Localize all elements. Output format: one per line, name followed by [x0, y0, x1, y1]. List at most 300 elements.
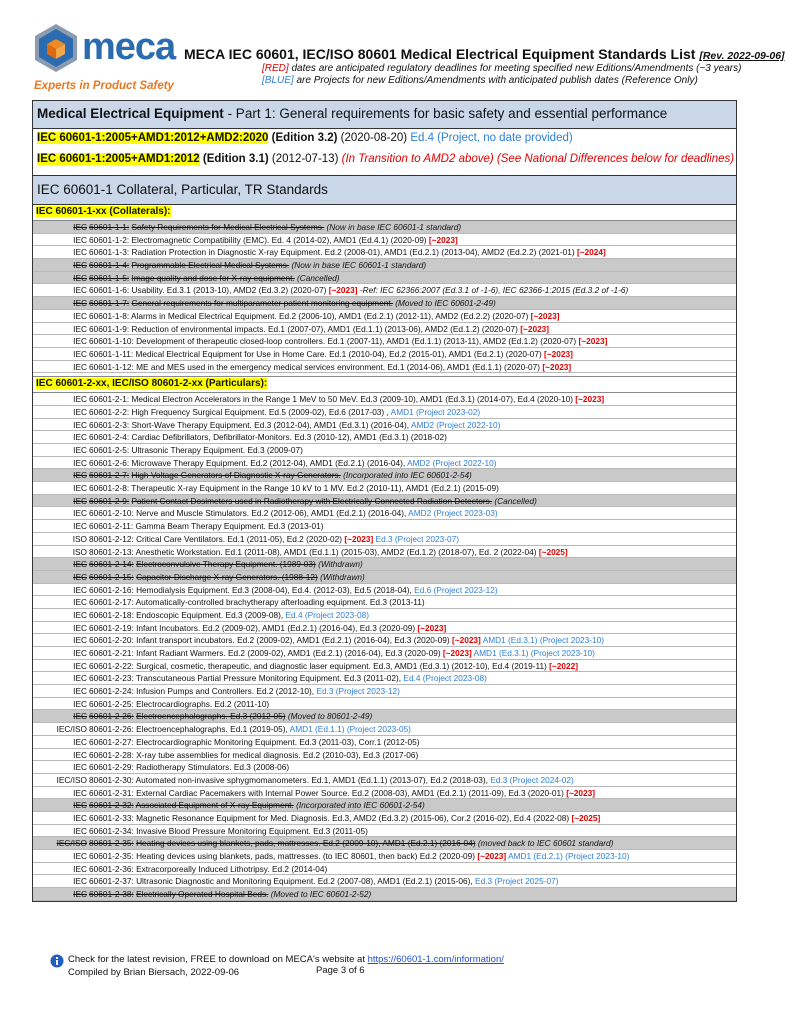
project-note: AMD1 (Ed.3.1) (Project 2023-10) — [482, 635, 604, 646]
standard-number: 60601-2-4: — [89, 432, 130, 443]
standard-description: General requirements for multiparameter patient monitoring equipment. — [131, 298, 393, 309]
standard-description: Automated non-invasive sphygmomanometers. Ed.1, AMD1 (Ed.1.1) (2013-07), Ed.2 (2018-03), — [135, 774, 488, 785]
standard-description: Magnetic Resonance Equipment for Med. Diagnosis. Ed.3, AMD2 (Ed.3.2) (2015-06), Cor.2 (2016-02), Ed.4 (2022-08) — [136, 812, 570, 823]
standard-number: 60601-1-9: — [89, 323, 130, 334]
standard-row — [33, 419, 736, 432]
standard-org: IEC — [73, 673, 87, 684]
project-note: AMD2 (Project 2022-10) — [407, 457, 497, 468]
standard-details — [89, 348, 573, 361]
page-title — [184, 46, 785, 62]
standard-org: IEC — [73, 571, 87, 582]
withdrawn-standard-row — [33, 469, 736, 482]
standard-description: Usability. Ed.3.1 (2013-10), AMD2 (Ed.3.2) (2020-07) — [131, 285, 327, 296]
standard-org: IEC/ISO — [56, 724, 87, 735]
standard-row — [33, 774, 736, 787]
standard-org: IEC — [73, 876, 87, 887]
standard-description: Electroencephalographs. Ed.1 (2019-05), — [136, 724, 288, 735]
standard-number: 60601-1-1: — [89, 222, 130, 232]
standard-org: IEC — [73, 584, 87, 595]
standard-row — [33, 660, 736, 673]
standard-description: Ultrasonic Therapy Equipment. Ed.3 (2009-07) — [131, 445, 303, 455]
standard-number: 60601-2-5: — [89, 445, 130, 455]
standard-number: 60601-2-32: — [89, 800, 134, 811]
withdrawn-standard-row — [33, 710, 736, 723]
standard-org: IEC — [73, 812, 87, 823]
transition-note: (In Transition to AMD2 above) (See National Differences below for deadlines) — [341, 153, 735, 165]
standard-description: Electrically Operated Hospital Beds. — [136, 889, 269, 900]
title-text: MECA IEC 60601, IEC/ISO 80601 Medical Electrical Equipment Standards List — [184, 46, 696, 62]
standard-details — [89, 457, 497, 470]
deadline-badge: [~2023] — [566, 787, 596, 798]
standard-number: 80601-2-12: — [89, 533, 134, 544]
standard-description: Electromagnetic Compatibility (EMC). Ed. 4 (2014-02), AMD1 (Ed.4.1) (2020-09) — [131, 234, 427, 245]
standard-org: IEC — [73, 470, 87, 481]
standard-details — [89, 672, 487, 685]
project-note: AMD2 (Project 2022-10) — [410, 419, 501, 430]
standard-org: IEC — [73, 323, 87, 334]
standard-number: 60601-2-20: — [89, 635, 134, 646]
red-note-text: dates are anticipated regulatory deadlines for meeting specified new Editions/Amendments (~3 years) — [288, 63, 742, 74]
standard-row — [33, 431, 736, 444]
standard-org: IEC — [73, 521, 87, 532]
standard-number: 60601-1-11: — [89, 348, 134, 359]
standard-description: Ultrasonic Diagnostic and Monitoring Equipment. Ed.2 (2007-08), AMD1 (Ed.2.1) (2015-06), — [136, 876, 473, 887]
standard-description: Radiotherapy Stimulators. Ed.3 (2008-06) — [136, 762, 290, 773]
deadline-badge: [~2022] — [549, 660, 578, 671]
standard-number: 60601-1-6: — [89, 285, 130, 296]
standard-org: IEC — [73, 851, 87, 861]
standard-org: IEC/ISO — [56, 774, 87, 785]
standard-row — [33, 736, 736, 749]
standard-description: High Frequency Surgical Equipment. Ed.5 (2009-02), Ed.6 (2017-03) , — [131, 406, 389, 417]
status-note: (Cancelled) — [297, 272, 340, 283]
standard-number: 60601-2-27: — [89, 736, 134, 747]
standard-details — [89, 837, 613, 850]
standards-table — [32, 100, 737, 902]
standard-number: 60601-2-25: — [89, 698, 134, 709]
standard-details — [89, 431, 447, 444]
standard-org: IEC — [73, 660, 87, 671]
standard-number: 60601-1-8: — [89, 310, 130, 321]
standard-number: 60601-2-16: — [89, 584, 134, 595]
standard-org: IEC — [73, 889, 87, 900]
standard-details — [89, 297, 496, 310]
deadline-badge: [~2023] — [544, 348, 573, 359]
standard-row — [33, 850, 736, 863]
standard-details — [89, 335, 607, 348]
standard-details — [89, 622, 446, 635]
collaterals-group-text: IEC 60601-1-xx (Collaterals): — [36, 206, 171, 217]
standard-row — [33, 284, 736, 297]
project-note: AMD1 (Ed.1.1) (Project 2023-05) — [289, 724, 411, 735]
standard-details — [89, 284, 628, 297]
standard-description: Microwave Therapy Equipment. Ed.2 (2012-04), AMD1 (Ed.2.1) (2016-04), — [131, 457, 406, 468]
project-note: Ed.3 (Project 2023-12) — [316, 686, 400, 697]
status-note: (Incorporated into IEC 60601-2-54) — [343, 470, 472, 481]
withdrawn-standard-row — [33, 259, 736, 272]
standard-row — [33, 622, 736, 635]
status-note: (Now in base IEC 60601-1 standard) — [326, 222, 462, 232]
edition-project: Ed.4 (Project, no date provided) — [410, 132, 573, 144]
standard-details — [89, 596, 425, 609]
standard-number: 60601-1-7: — [89, 298, 130, 309]
standard-number: 60601-2-11: — [89, 521, 134, 532]
standard-org: IEC — [73, 445, 87, 455]
standard-details — [89, 272, 339, 285]
status-note: (Moved to IEC 60601-2-49) — [395, 298, 496, 309]
standard-details — [89, 774, 574, 787]
standard-org: IEC — [73, 483, 87, 494]
meca-hexagon-icon — [32, 22, 80, 74]
standard-description: Electroencephalographs. Ed.3 (2012-05) — [136, 711, 286, 722]
standard-number: 60601-1-12: — [89, 361, 134, 372]
standard-description: Nerve and Muscle Stimulators. Ed.2 (2012-06), AMD1 (Ed.2.1) (2016-04), — [136, 508, 407, 519]
footer-compiled-by: Compiled by Brian Biersach, 2022-09-06 — [68, 967, 240, 978]
project-note: Ed.4 (Project 2023-08) — [285, 609, 369, 620]
standard-details — [89, 444, 303, 457]
particulars-group-label — [33, 377, 736, 393]
standard-row — [33, 812, 736, 825]
standard-row — [33, 875, 736, 888]
standard-row — [33, 234, 736, 247]
standard-details — [89, 469, 472, 482]
status-note: (moved back to IEC 60601 standard) — [477, 838, 614, 849]
standard-number: 60601-1-3: — [89, 247, 130, 258]
standard-number: 60601-2-37: — [89, 876, 134, 887]
standard-row — [33, 863, 736, 876]
standard-description: Infant Incubators. Ed.2 (2009-02), AMD1 (Ed.2.1) (2016-04), Ed.3 (2020-09) — [136, 622, 416, 633]
standard-org: IEC — [73, 622, 87, 633]
part1-heading — [33, 101, 736, 129]
withdrawn-standard-row — [33, 888, 736, 901]
standard-row — [33, 457, 736, 470]
standard-description: Therapeutic X-ray Equipment in the Range 10 kV to 1 MV. Ed.2 (2010-11), AMD1 (Ed.2.1) (2015-09) — [131, 483, 499, 494]
deadline-badge: [~2023] — [442, 648, 472, 658]
revision-label: [Rev. 2022-09-06] — [699, 50, 785, 62]
standard-org: IEC — [73, 825, 87, 836]
standard-details — [89, 520, 323, 533]
standard-description: Cardiac Defibrillators, Defibrillator-Monitors. Ed.3 (2010-12), AMD1 (Ed.3.1) (2018-02) — [131, 432, 447, 443]
standard-details — [89, 660, 578, 673]
deadline-badge: [~2023] — [542, 361, 572, 372]
standard-row — [33, 546, 736, 559]
standard-org: IEC — [73, 406, 87, 417]
standard-description: Radiation Protection in Diagnostic X-ray Equipment. Ed.2 (2008-01), AMD1 (Ed.2.1) (2013-04), AMD2 (Ed.2.2) (2021-01) — [131, 247, 575, 258]
standard-description: Heating devices using blankets, pads, mattresses. (to IEC 80601, then back) Ed.2 (2020-09) — [136, 851, 476, 861]
standard-number: 80601-2-26: — [89, 724, 134, 735]
standard-number: 60601-2-29: — [89, 762, 134, 773]
standard-org: IEC/ISO — [56, 838, 87, 849]
deadline-badge: [~2025] — [571, 812, 601, 823]
red-note — [262, 63, 741, 74]
standard-description: Electroconvulsive Therapy Equipment. (1989-03) — [136, 559, 316, 570]
standard-details — [89, 234, 458, 247]
standard-org: IEC — [73, 432, 87, 443]
standard-org: IEC — [73, 495, 87, 506]
standard-details — [89, 310, 560, 323]
standard-number: 60601-2-8: — [89, 483, 130, 494]
standard-details — [89, 647, 595, 660]
standard-description: Invasive Blood Pressure Monitoring Equipment. Ed.3 (2011-05) — [136, 825, 368, 836]
standard-details — [89, 419, 500, 432]
standard-row — [33, 393, 736, 406]
standard-org: IEC — [73, 222, 87, 232]
standard-row — [33, 596, 736, 609]
standard-description: Capacitor Discharge X-ray Generators. (1988-12) — [136, 571, 318, 582]
standard-description: Infant transport incubators. Ed.2 (2009-02), AMD1 (Ed.2.1) (2016-04), Ed.3 (2020-09) — [136, 635, 450, 646]
standard-number: 60601-2-2: — [89, 406, 130, 417]
standard-description: X-ray tube assemblies for medical diagnosis. Ed.2 (2010-03), Ed.3 (2017-06) — [136, 749, 419, 760]
standard-org: ISO — [72, 533, 87, 544]
deadline-badge: [~2023] — [428, 234, 458, 245]
project-note: Ed.3 (Project 2025-07) — [475, 876, 559, 887]
particulars-group-text: IEC 60601-2-xx, IEC/ISO 80601-2-xx (Particulars): — [36, 378, 268, 390]
standard-description: Hemodialysis Equipment. Ed.3 (2008-04), Ed.4. (2012-03), Ed.5 (2018-04), — [136, 584, 412, 595]
edition-row-3-1 — [33, 150, 736, 171]
standard-org: IEC — [73, 272, 87, 283]
project-note: AMD1 (Ed.3.1) (Project 2023-10) — [473, 648, 595, 658]
standard-description: Infusion Pumps and Controllers. Ed.2 (2012-10), — [136, 686, 315, 697]
standard-row — [33, 310, 736, 323]
deadline-badge: [~2025] — [538, 546, 568, 557]
standard-row — [33, 761, 736, 774]
deadline-badge: [~2023] — [417, 622, 447, 633]
standard-row — [33, 609, 736, 622]
standard-org: IEC — [73, 285, 87, 296]
standard-org: IEC — [73, 508, 87, 519]
standard-description: Electrocardiographs. Ed.2 (2011-10) — [136, 698, 270, 709]
standard-org: IEC — [73, 635, 87, 646]
standard-number: 60601-2-34: — [89, 825, 134, 836]
standard-number: 60601-1-10: — [89, 336, 134, 347]
blue-tag: [BLUE] — [262, 75, 294, 86]
standard-org: IEC — [73, 711, 87, 722]
standard-row — [33, 406, 736, 419]
standard-row — [33, 348, 736, 361]
standard-row — [33, 634, 736, 647]
standard-number: 60601-2-10: — [89, 508, 134, 519]
standard-org: IEC — [73, 394, 87, 405]
standard-details — [89, 749, 418, 762]
standard-details — [89, 723, 411, 736]
page-header — [32, 22, 785, 94]
standard-org: IEC — [73, 247, 87, 258]
standard-number: 60601-1-5: — [89, 272, 130, 283]
standard-row — [33, 825, 736, 838]
project-note: AMD1 (Project 2023-02) — [390, 406, 481, 417]
standard-row — [33, 361, 736, 374]
deadline-badge: [~2024] — [576, 247, 606, 258]
info-icon — [50, 954, 64, 968]
standard-org: IEC — [73, 260, 87, 271]
standard-row — [33, 647, 736, 660]
standard-number: 60601-2-7: — [89, 470, 130, 481]
edition-label: (Edition 3.1) — [202, 153, 269, 165]
standard-number: 60601-2-17: — [89, 597, 134, 608]
standard-details — [89, 246, 606, 259]
standard-org: IEC — [73, 597, 87, 608]
edition-row-3-2 — [33, 129, 736, 150]
standard-details — [89, 571, 365, 584]
standard-org: IEC — [73, 457, 87, 468]
standard-details — [89, 584, 498, 597]
standard-description: Medical Electrical Equipment for Use in Home Care. Ed.1 (2010-04), Ed.2 (2015-01), AMD1 (Ed.2.1) (2020-07) — [135, 348, 542, 359]
collaterals-group-label — [33, 205, 736, 221]
standard-org: IEC — [73, 787, 87, 798]
standard-org: IEC — [73, 686, 87, 697]
project-note: Ed.4 (Project 2023-08) — [403, 673, 487, 684]
standard-details — [89, 361, 571, 374]
status-note: (Incorporated into IEC 60601-2-54) — [296, 800, 425, 811]
standard-row — [33, 520, 736, 533]
standard-details — [89, 799, 425, 812]
standard-details — [89, 406, 480, 419]
standard-description: Automatically-controlled brachytherapy afterloading equipment. Ed.3 (2013-11) — [135, 597, 425, 608]
status-note: (Withdrawn) — [320, 571, 365, 582]
standard-number: 60601-2-28: — [89, 749, 134, 760]
collateral-list — [33, 221, 736, 373]
standard-description: Critical Care Ventilators. Ed.1 (2011-05), Ed.2 (2020-02) — [136, 533, 343, 544]
deadline-badge: [~2023] — [575, 394, 605, 405]
standard-details — [89, 259, 426, 272]
standard-details — [89, 558, 363, 571]
standard-org: IEC — [73, 310, 87, 321]
standard-description: Patient Contact Dosimeters used in Radiotherapy with Electrically Connected Radiation Detectors. — [131, 495, 493, 506]
standard-description: Anesthetic Workstation. Ed.1 (2011-08), AMD1 (Ed.1.1) (2015-03), AMD2 (Ed.1.2) (2018-07), Ed. 2 (2022-04) — [135, 546, 537, 557]
standard-org: IEC — [73, 736, 87, 747]
standard-description: Image quality and dose for X-ray equipment. — [131, 272, 295, 283]
standard-description: Reduction of environmental impacts. Ed.1 (2007-07), AMD1 (Ed.1.1) (2013-06), AMD2 (Ed.1.2) (2020-07) — [131, 323, 518, 334]
standard-details — [89, 609, 369, 622]
edition-date: (2012-07-13) — [271, 153, 339, 165]
standard-description: ME and MES used in the emergency medical services environment. Ed.1 (2014-06), AMD1 (Ed.1.1) (2020-07) — [136, 361, 541, 372]
standard-org: IEC — [73, 749, 87, 760]
standard-number: 60601-2-31: — [89, 787, 134, 798]
standard-org: IEC — [73, 609, 87, 620]
part1-heading-bold: Medical Electrical Equipment — [37, 106, 224, 121]
standard-org: ISO — [72, 546, 87, 557]
standard-description: High Voltage Generators of Diagnostic X-ray Generators. — [131, 470, 341, 481]
withdrawn-standard-row — [33, 558, 736, 571]
withdrawn-standard-row — [33, 221, 736, 234]
standard-row — [33, 507, 736, 520]
standard-number: 60601-2-33: — [89, 812, 134, 823]
standard-description: Short-Wave Therapy Equipment. Ed.3 (2012-04), AMD1 (Ed.3.1) (2016-04), — [131, 419, 410, 430]
logo-text: meca — [82, 26, 176, 68]
standard-number: 60601-2-15: — [89, 571, 134, 582]
deadline-badge: [~2023] — [520, 323, 550, 334]
standard-details — [89, 546, 568, 559]
standard-description: External Cardiac Pacemakers with Internal Power Source. Ed.2 (2008-03), AMD1 (Ed.2.1) (2011-09), Ed.3 (2020-01) — [136, 787, 564, 798]
deadline-badge: [~2023] — [530, 310, 560, 321]
standard-number: 60601-2-6: — [89, 457, 130, 468]
edition-code: IEC 60601-1:2005+AMD1:2012+AMD2:2020 — [37, 132, 269, 144]
standard-description: Alarms in Medical Electrical Equipment. Ed.2 (2006-10), AMD1 (Ed.2.1) (2012-11), AMD2 (Ed.2.2) (2020-07) — [131, 310, 529, 321]
standard-details — [89, 812, 600, 825]
standard-number: 80601-2-35: — [89, 838, 134, 849]
standard-details — [89, 736, 420, 749]
footer-download-note — [68, 954, 504, 965]
edition-date: (2020-08-20) — [340, 132, 408, 144]
standard-details — [89, 698, 269, 711]
status-note: (Cancelled) — [494, 495, 537, 506]
status-note: (Moved to IEC 60601-2-52) — [270, 889, 372, 900]
project-note: Ed.6 (Project 2023-12) — [414, 584, 498, 595]
deadline-badge: [~2023] — [578, 336, 608, 347]
standard-description: Endoscopic Equipment. Ed.3 (2009-08), — [136, 609, 284, 620]
standard-org: IEC — [73, 762, 87, 773]
standard-org: IEC — [73, 361, 87, 372]
standard-org: IEC — [73, 419, 87, 430]
standard-row — [33, 584, 736, 597]
standard-details — [89, 482, 499, 495]
standard-row — [33, 698, 736, 711]
standard-details — [89, 710, 372, 723]
standard-details — [89, 825, 368, 838]
standard-number: 60601-2-24: — [89, 686, 134, 697]
blue-note-text: are Projects for new Editions/Amendments with anticipated publish dates (Reference Only) — [293, 75, 698, 86]
withdrawn-standard-row — [33, 297, 736, 310]
standard-number: 60601-2-3: — [89, 419, 130, 430]
standard-number: 60601-2-38: — [89, 889, 134, 900]
standard-description: Electrocardiographic Monitoring Equipment. Ed.3 (2011-03), Corr.1 (2012-05) — [136, 736, 420, 747]
standard-details — [89, 850, 629, 863]
standard-number: 60601-2-26: — [89, 711, 134, 722]
standard-org: IEC — [73, 348, 87, 359]
standard-number: 80601-2-13: — [89, 546, 134, 557]
standard-row — [33, 723, 736, 736]
standard-details — [89, 507, 498, 520]
deadline-badge: [~2023] — [451, 635, 481, 646]
standard-row — [33, 323, 736, 336]
standard-number: 60601-1-2: — [89, 234, 130, 245]
edition-code: IEC 60601-1:2005+AMD1:2012 — [37, 153, 200, 165]
standard-number: 60601-2-36: — [89, 863, 134, 874]
standard-number: 60601-2-23: — [89, 673, 134, 684]
standard-details — [89, 533, 459, 546]
website-link[interactable]: https://60601-1.com/information/ — [367, 954, 504, 965]
project-note: AMD1 (Ed.2.1) (Project 2023-10) — [508, 851, 630, 861]
reference-note: -Ref: IEC 62366:2007 (Ed.3.1 of -1-6), IEC 62366-1:2015 (Ed.3.2 of -1-6) — [357, 285, 629, 296]
standard-number: 60601-2-14: — [89, 559, 134, 570]
standard-number: 60601-2-22: — [89, 660, 134, 671]
standard-details — [89, 875, 559, 888]
standard-row — [33, 533, 736, 546]
standard-details — [89, 888, 371, 901]
deadline-badge: [~2023] — [344, 533, 374, 544]
particular-list — [33, 393, 736, 901]
edition-label: (Edition 3.2) — [271, 132, 338, 144]
standard-description: Safety Requirements for Medical Electrical Systems. — [131, 222, 325, 232]
standard-number: 60601-2-9: — [89, 495, 130, 506]
standard-number: 60601-1-4: — [89, 260, 130, 271]
withdrawn-standard-row — [33, 495, 736, 508]
red-tag: [RED] — [262, 63, 289, 74]
deadline-badge: [~2023] — [477, 851, 507, 861]
standard-row — [33, 672, 736, 685]
standard-details — [89, 685, 400, 698]
page-footer — [50, 952, 550, 992]
withdrawn-standard-row — [33, 571, 736, 584]
standard-row — [33, 787, 736, 800]
status-note: (Moved to 80601-2-49) — [287, 711, 373, 722]
standard-description: Extracorporeally Induced Lithotripsy. Ed.2 (2014-04) — [136, 863, 328, 874]
withdrawn-standard-row — [33, 272, 736, 285]
standard-org: IEC — [73, 336, 87, 347]
standard-row — [33, 444, 736, 457]
standard-org: IEC — [73, 298, 87, 309]
standard-row — [33, 685, 736, 698]
